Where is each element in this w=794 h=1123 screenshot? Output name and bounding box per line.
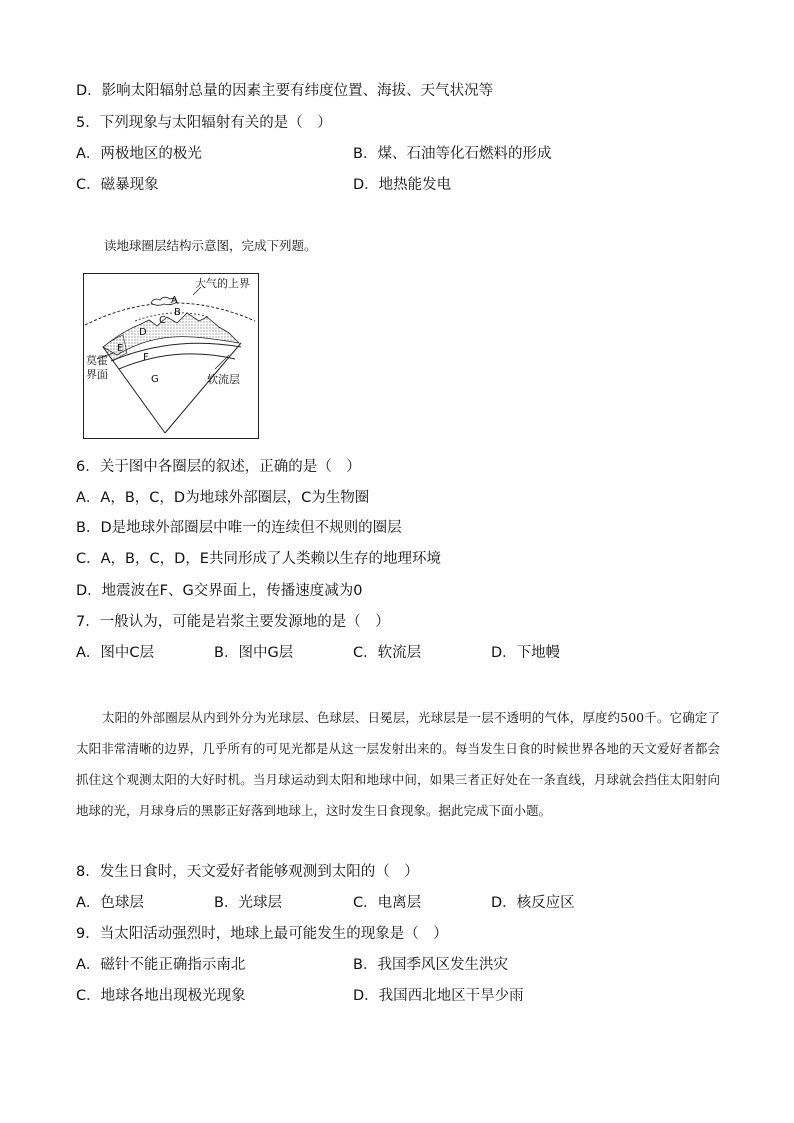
q5-option-d: D．地热能发电	[353, 177, 452, 193]
label-a: A	[171, 295, 178, 306]
q7-option-a: A．图中C层	[76, 645, 155, 661]
label-e: E	[117, 343, 124, 354]
label-d: D	[139, 327, 147, 338]
q9-option-d: D．我国西北地区干旱少雨	[353, 988, 524, 1004]
label-moho-2: 界面	[86, 368, 108, 381]
q8-option-b: B．光球层	[214, 895, 282, 911]
label-f: F	[143, 352, 149, 363]
q6-option-d: D．地震波在F、G交界面上，传播速度减为0	[76, 583, 363, 599]
q9-option-b: B．我国季风区发生洪灾	[353, 957, 508, 973]
q7-stem: 7．一般认为，可能是岩浆主要发源地的是（ ）	[76, 614, 390, 630]
q8-option-d: D．核反应区	[491, 895, 575, 911]
q6-stem: 6．关于图中各圈层的叙述，正确的是（ ）	[76, 459, 361, 475]
q6-option-b: B．D是地球外部圈层中唯一的连续但不规则的圈层	[76, 520, 402, 536]
q4-option-d: D．影响太阳辐射总量的因素主要有纬度位置、海拔、天气状况等	[76, 83, 494, 99]
earth-layers-figure	[83, 273, 259, 439]
q7-option-b: B．图中G层	[214, 645, 294, 661]
q6-option-c: C．A，B，C，D，E共同形成了人类赖以生存的地理环境	[76, 551, 441, 567]
figure-intro: 读地球圈层结构示意图，完成下列题。	[104, 238, 317, 253]
q9-option-a: A．磁针不能正确指示南北	[76, 957, 246, 973]
q8-option-a: A．色球层	[76, 895, 144, 911]
q5-option-b: B．煤、石油等化石燃料的形成	[353, 146, 552, 162]
label-moho-1: 莫霍	[86, 354, 108, 367]
q5-option-a: A．两极地区的极光	[76, 146, 202, 162]
q5-stem: 5．下列现象与太阳辐射有关的是（ ）	[76, 115, 332, 131]
label-asthenosphere: 软流层	[207, 373, 240, 386]
q9-stem: 9．当太阳活动强烈时，地球上最可能发生的现象是（ ）	[76, 926, 448, 942]
q8-option-c: C．电离层	[353, 895, 422, 911]
q9-option-c: C．地球各地出现极光现象	[76, 988, 246, 1004]
reading-passage: 太阳的外部圈层从内到外分为光球层、色球层、日冕层，光球层是一层不透明的气体，厚度约500千。它确定了太阳非常清晰的边界，几乎所有的可见光都是从这一层发射出来的。每当发生日食的时候世界各地的天文爱好者都会抓住这个观测太阳的大好时机。当月球运动到太阳和地球中间，如果三者正好处在一条直线，月球就会挡住太阳射向地球的光，月球身后的黑影正好落到地球上，这时发生日食现象。据此完成下面小题。	[76, 710, 720, 818]
q5-option-c: C．磁暴现象	[76, 177, 159, 193]
label-b: B	[174, 307, 181, 318]
q7-option-d: D．下地幔	[491, 645, 561, 661]
q6-option-a: A．A，B，C，D为地球外部圈层，C为生物圈	[76, 490, 370, 506]
q7-option-c: C．软流层	[353, 645, 422, 661]
label-c: C	[159, 315, 166, 326]
q8-stem: 8．发生日食时，天文爱好者能够观测到太阳的（ ）	[76, 864, 419, 880]
label-atmosphere-top: 大气的上界	[195, 277, 250, 290]
label-g: G	[151, 374, 159, 385]
